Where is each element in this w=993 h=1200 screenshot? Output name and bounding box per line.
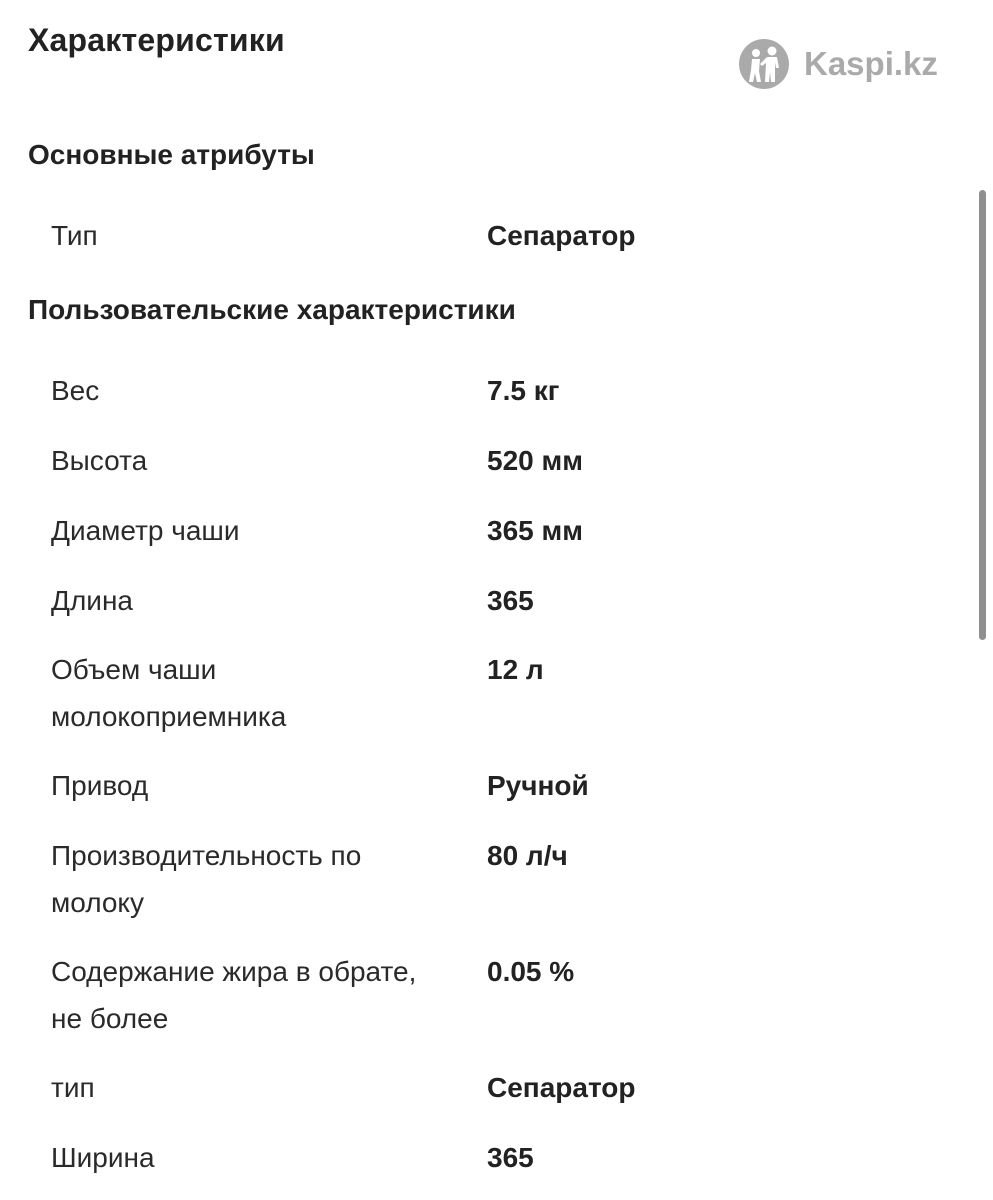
- spec-value: Сепаратор: [487, 1072, 636, 1103]
- spec-value: 365: [487, 1142, 534, 1173]
- spec-label: Диаметр чаши: [51, 515, 240, 546]
- page-title: Характеристики: [28, 22, 285, 58]
- spec-label: Производительность по молоку: [51, 840, 362, 918]
- spec-value: 365 мм: [487, 515, 583, 546]
- spec-label: тип: [51, 1072, 95, 1103]
- section-heading-user: Пользовательские характеристики: [28, 294, 516, 325]
- watermark-text: Kaspi.kz: [804, 45, 938, 82]
- spec-value: 12 л: [487, 654, 544, 685]
- spec-value: 7.5 кг: [487, 375, 560, 406]
- spec-value: 0.05 %: [487, 956, 575, 987]
- spec-label: Высота: [51, 445, 148, 476]
- spec-label: Тип: [51, 220, 98, 251]
- spec-value: 80 л/ч: [487, 840, 568, 871]
- kaspi-watermark: [738, 38, 938, 90]
- spec-label: Привод: [51, 770, 149, 801]
- section-heading-basic: Основные атрибуты: [28, 139, 315, 170]
- spec-value: 365: [487, 585, 534, 616]
- spec-value: Ручной: [487, 770, 589, 801]
- spec-label: Объем чаши молокоприемника: [51, 654, 287, 732]
- scrollbar[interactable]: [979, 190, 986, 640]
- spec-label: Ширина: [51, 1142, 155, 1173]
- spec-label: Содержание жира в обрате, не более: [51, 956, 417, 1034]
- kaspi-figures-icon: [738, 38, 790, 90]
- spec-label: Длина: [51, 585, 133, 616]
- spec-label: Вес: [51, 375, 100, 406]
- spec-value: 520 мм: [487, 445, 583, 476]
- spec-value: Сепаратор: [487, 220, 636, 251]
